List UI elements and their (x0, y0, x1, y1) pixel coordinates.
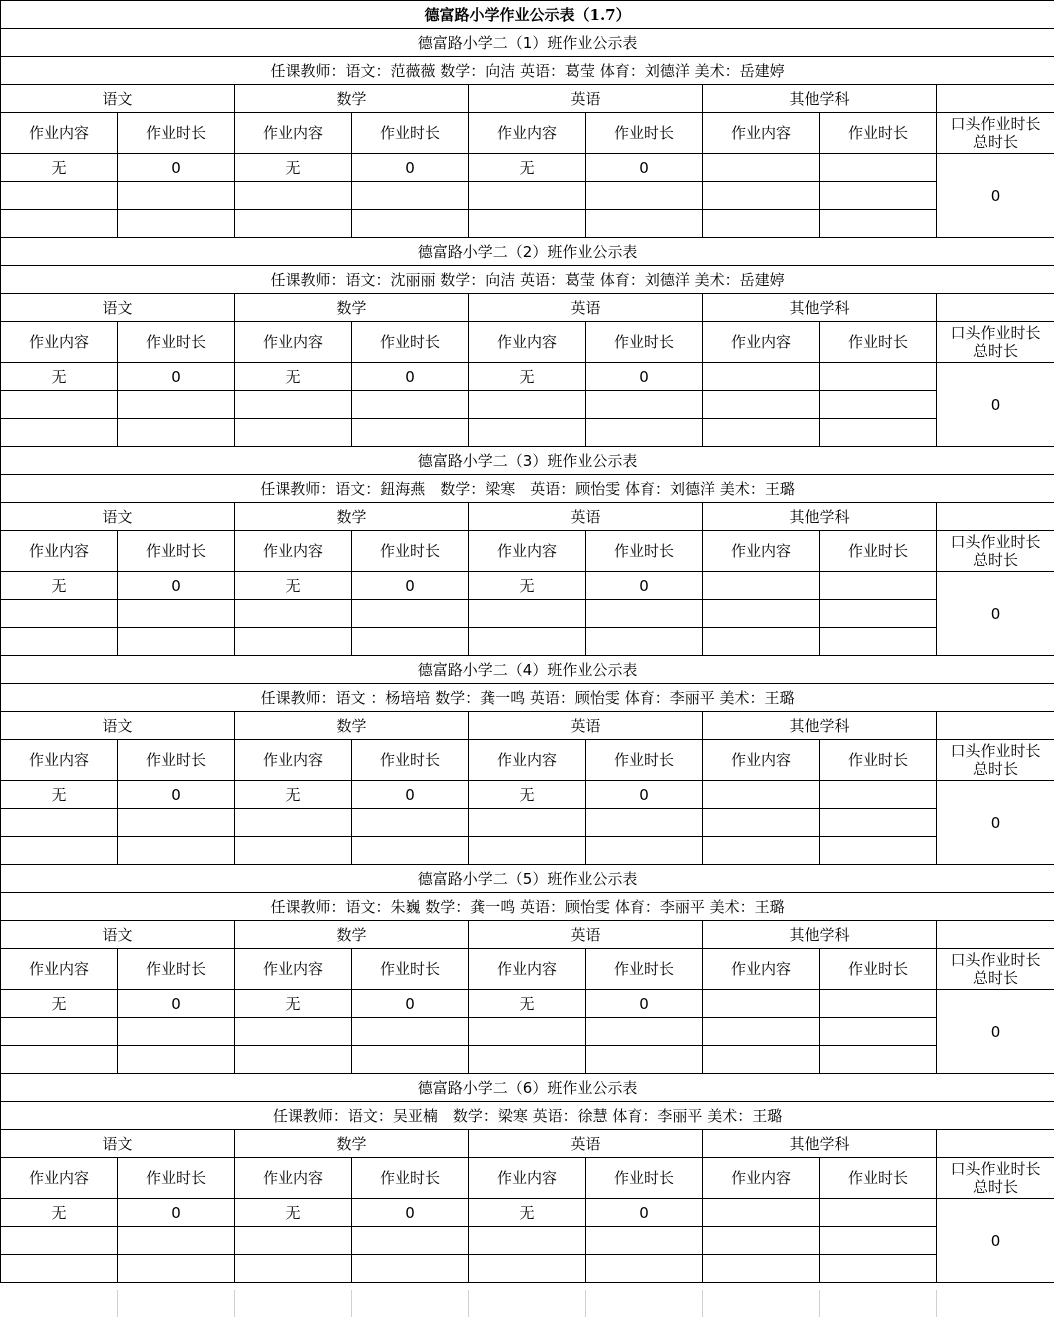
duration-cell (586, 1255, 703, 1283)
duration-cell (586, 1227, 703, 1255)
teachers-row (1, 893, 1054, 921)
content-cell (1, 419, 118, 447)
table-row (1, 572, 1054, 600)
content-cell (235, 628, 352, 656)
oral-total-value: 0 (937, 154, 1054, 238)
content-cell (469, 1046, 586, 1074)
oral-total-value: 0 (937, 1199, 1054, 1283)
content-cell (235, 419, 352, 447)
duration-cell (352, 210, 469, 238)
content-cell (469, 809, 586, 837)
content-cell (235, 391, 352, 419)
content-cell (1, 1227, 118, 1255)
subject-header: 其他学科 (703, 921, 937, 949)
content-cell: 无 (1, 781, 118, 809)
content-cell: 无 (1, 154, 118, 182)
duration-cell (118, 391, 235, 419)
table-row (1, 363, 1054, 391)
duration-cell (586, 809, 703, 837)
duration-cell (820, 1018, 937, 1046)
duration-column-header: 作业时长 (352, 113, 469, 154)
duration-cell (820, 628, 937, 656)
content-cell (469, 1018, 586, 1046)
duration-cell: 0 (118, 781, 235, 809)
class-header-row (1, 865, 1054, 893)
duration-cell (118, 1018, 235, 1046)
duration-column-header: 作业时长 (820, 531, 937, 572)
class-title: 德富路小学二（4）班作业公示表 (1, 656, 1054, 684)
duration-cell (118, 419, 235, 447)
oral-total-header: 口头作业时长 总时长 (937, 740, 1054, 781)
teachers-line: 任课教师：语文：鈕海燕 数学：梁寒 英语：顾怡雯 体育：刘德洋 美术：王璐 (1, 475, 1054, 503)
table-row (1, 600, 1054, 628)
duration-column-header: 作业时长 (352, 1158, 469, 1199)
subject-header: 数学 (235, 921, 469, 949)
content-column-header: 作业内容 (1, 1158, 118, 1199)
subject-header-blank (937, 85, 1054, 113)
column-header-row (1, 740, 1054, 781)
subject-header: 英语 (469, 921, 703, 949)
subject-header-blank (937, 1130, 1054, 1158)
subject-header: 其他学科 (703, 85, 937, 113)
duration-column-header: 作业时长 (352, 322, 469, 363)
content-cell: 无 (469, 1199, 586, 1227)
duration-column-header: 作业时长 (586, 949, 703, 990)
content-column-header: 作业内容 (469, 531, 586, 572)
table-row (1, 781, 1054, 809)
subject-header: 其他学科 (703, 503, 937, 531)
subject-row (1, 921, 1054, 949)
table-row (1, 809, 1054, 837)
content-column-header: 作业内容 (469, 949, 586, 990)
subject-row (1, 503, 1054, 531)
content-cell (469, 600, 586, 628)
duration-cell (820, 781, 937, 809)
duration-cell: 0 (118, 990, 235, 1018)
sheet-title: 德富路小学作业公示表（1.7） (1, 1, 1054, 29)
content-column-header: 作业内容 (1, 113, 118, 154)
content-cell (703, 391, 820, 419)
duration-cell (820, 990, 937, 1018)
duration-column-header: 作业时长 (352, 740, 469, 781)
duration-cell (586, 1046, 703, 1074)
subject-header: 英语 (469, 85, 703, 113)
duration-cell (586, 419, 703, 447)
class-header-row (1, 656, 1054, 684)
duration-cell (118, 182, 235, 210)
content-cell: 无 (1, 990, 118, 1018)
duration-cell (586, 628, 703, 656)
content-cell (1, 628, 118, 656)
oral-total-header: 口头作业时长 总时长 (937, 949, 1054, 990)
content-cell (703, 182, 820, 210)
content-column-header: 作业内容 (235, 531, 352, 572)
duration-column-header: 作业时长 (586, 531, 703, 572)
duration-cell (820, 600, 937, 628)
subject-header: 英语 (469, 294, 703, 322)
column-header-row (1, 113, 1054, 154)
duration-cell: 0 (352, 1199, 469, 1227)
duration-cell (820, 837, 937, 865)
content-column-header: 作业内容 (1, 949, 118, 990)
duration-cell (118, 837, 235, 865)
content-cell: 无 (235, 990, 352, 1018)
content-column-header: 作业内容 (469, 1158, 586, 1199)
duration-column-header: 作业时长 (118, 531, 235, 572)
subject-header: 数学 (235, 712, 469, 740)
content-column-header: 作业内容 (703, 531, 820, 572)
teachers-row (1, 475, 1054, 503)
content-cell: 无 (235, 1199, 352, 1227)
duration-cell: 0 (586, 990, 703, 1018)
content-cell: 无 (1, 572, 118, 600)
oral-total-value: 0 (937, 781, 1054, 865)
oral-total-header: 口头作业时长 总时长 (937, 1158, 1054, 1199)
content-cell (235, 1227, 352, 1255)
table-row (1, 990, 1054, 1018)
content-cell: 无 (235, 572, 352, 600)
table-row (1, 837, 1054, 865)
table-row (1, 1018, 1054, 1046)
content-column-header: 作业内容 (235, 322, 352, 363)
content-column-header: 作业内容 (1, 531, 118, 572)
duration-cell (352, 837, 469, 865)
duration-column-header: 作业时长 (118, 740, 235, 781)
duration-cell (820, 1255, 937, 1283)
duration-cell: 0 (118, 154, 235, 182)
content-cell: 无 (469, 990, 586, 1018)
duration-cell: 0 (352, 990, 469, 1018)
duration-column-header: 作业时长 (820, 322, 937, 363)
duration-cell (118, 600, 235, 628)
duration-cell (820, 419, 937, 447)
table-row (1, 1227, 1054, 1255)
duration-cell (352, 391, 469, 419)
duration-cell (820, 391, 937, 419)
subject-header: 其他学科 (703, 294, 937, 322)
duration-column-header: 作业时长 (586, 1158, 703, 1199)
duration-cell (118, 1227, 235, 1255)
sheet-tail-gridlines (0, 1290, 1054, 1317)
class-header-row (1, 447, 1054, 475)
class-title: 德富路小学二（2）班作业公示表 (1, 238, 1054, 266)
class-title: 德富路小学二（5）班作业公示表 (1, 865, 1054, 893)
content-cell (703, 1255, 820, 1283)
duration-column-header: 作业时长 (586, 322, 703, 363)
content-cell (235, 1018, 352, 1046)
duration-cell: 0 (118, 363, 235, 391)
content-cell (703, 572, 820, 600)
content-cell (703, 781, 820, 809)
subject-header-blank (937, 503, 1054, 531)
duration-cell: 0 (586, 154, 703, 182)
content-column-header: 作业内容 (703, 740, 820, 781)
content-cell: 无 (235, 154, 352, 182)
content-cell: 无 (469, 154, 586, 182)
content-cell (703, 837, 820, 865)
duration-cell (586, 837, 703, 865)
duration-cell (820, 1199, 937, 1227)
table-row (1, 210, 1054, 238)
content-cell: 无 (1, 1199, 118, 1227)
duration-cell (352, 1227, 469, 1255)
duration-cell (118, 1046, 235, 1074)
subject-header: 语文 (1, 921, 235, 949)
subject-header: 其他学科 (703, 1130, 937, 1158)
duration-cell: 0 (586, 572, 703, 600)
duration-column-header: 作业时长 (352, 531, 469, 572)
table-row (1, 628, 1054, 656)
duration-cell (586, 182, 703, 210)
content-cell (469, 182, 586, 210)
duration-cell (352, 182, 469, 210)
subject-header: 英语 (469, 503, 703, 531)
content-column-header: 作业内容 (235, 949, 352, 990)
content-cell (469, 1227, 586, 1255)
content-cell (1, 600, 118, 628)
table-row (1, 1255, 1054, 1283)
content-cell (1, 210, 118, 238)
duration-cell (352, 1018, 469, 1046)
content-cell (703, 210, 820, 238)
column-header-row (1, 1158, 1054, 1199)
duration-cell (820, 1227, 937, 1255)
duration-cell (118, 1255, 235, 1283)
duration-column-header: 作业时长 (586, 740, 703, 781)
content-column-header: 作业内容 (1, 322, 118, 363)
duration-column-header: 作业时长 (352, 949, 469, 990)
oral-total-value: 0 (937, 990, 1054, 1074)
duration-cell (586, 600, 703, 628)
teachers-line: 任课教师：语文：沈丽丽 数学：向洁 英语：葛莹 体育：刘德洋 美术：岳建婷 (1, 266, 1054, 294)
content-cell (235, 1046, 352, 1074)
content-cell (1, 182, 118, 210)
content-cell (469, 1255, 586, 1283)
subject-header: 语文 (1, 1130, 235, 1158)
content-cell: 无 (235, 363, 352, 391)
subject-header: 语文 (1, 294, 235, 322)
duration-cell: 0 (352, 154, 469, 182)
duration-cell: 0 (118, 1199, 235, 1227)
duration-cell: 0 (586, 1199, 703, 1227)
subject-row (1, 712, 1054, 740)
content-cell: 无 (469, 781, 586, 809)
content-cell (235, 182, 352, 210)
subject-header: 数学 (235, 503, 469, 531)
subject-header: 语文 (1, 85, 235, 113)
duration-cell: 0 (352, 363, 469, 391)
content-cell (469, 628, 586, 656)
content-column-header: 作业内容 (703, 949, 820, 990)
content-column-header: 作业内容 (469, 322, 586, 363)
duration-cell (118, 210, 235, 238)
content-cell (235, 210, 352, 238)
oral-total-header: 口头作业时长 总时长 (937, 322, 1054, 363)
content-cell (235, 600, 352, 628)
duration-cell (586, 210, 703, 238)
duration-cell (820, 154, 937, 182)
teachers-line: 任课教师：语文：吴亚楠 数学：梁寒 英语：徐慧 体育：李丽平 美术：王璐 (1, 1102, 1054, 1130)
content-cell (703, 154, 820, 182)
class-title: 德富路小学二（6）班作业公示表 (1, 1074, 1054, 1102)
subject-header: 数学 (235, 85, 469, 113)
subject-header: 数学 (235, 294, 469, 322)
class-header-row (1, 1074, 1054, 1102)
duration-cell (820, 210, 937, 238)
column-header-row (1, 531, 1054, 572)
content-cell (469, 391, 586, 419)
content-cell (703, 1199, 820, 1227)
content-cell (1, 809, 118, 837)
oral-total-header: 口头作业时长 总时长 (937, 531, 1054, 572)
class-header-row (1, 238, 1054, 266)
subject-header-blank (937, 921, 1054, 949)
content-cell (1, 391, 118, 419)
duration-cell (352, 419, 469, 447)
teachers-row (1, 684, 1054, 712)
class-header-row (1, 29, 1054, 57)
content-column-header: 作业内容 (235, 1158, 352, 1199)
duration-cell (820, 572, 937, 600)
content-cell (469, 210, 586, 238)
duration-column-header: 作业时长 (820, 949, 937, 990)
content-cell: 无 (469, 572, 586, 600)
duration-cell (118, 628, 235, 656)
content-column-header: 作业内容 (703, 1158, 820, 1199)
content-column-header: 作业内容 (1, 740, 118, 781)
duration-cell (820, 1046, 937, 1074)
duration-column-header: 作业时长 (820, 113, 937, 154)
content-cell (469, 837, 586, 865)
duration-cell (352, 1046, 469, 1074)
duration-column-header: 作业时长 (586, 113, 703, 154)
content-column-header: 作业内容 (703, 113, 820, 154)
oral-total-value: 0 (937, 363, 1054, 447)
teachers-row (1, 266, 1054, 294)
teachers-line: 任课教师：语文：朱巍 数学：龚一鸣 英语：顾怡雯 体育：李丽平 美术：王璐 (1, 893, 1054, 921)
subject-header: 英语 (469, 712, 703, 740)
duration-cell: 0 (352, 781, 469, 809)
duration-cell: 0 (586, 781, 703, 809)
duration-cell (586, 391, 703, 419)
class-title: 德富路小学二（3）班作业公示表 (1, 447, 1054, 475)
duration-cell (352, 1255, 469, 1283)
duration-cell (118, 809, 235, 837)
table-row (1, 419, 1054, 447)
subject-header: 英语 (469, 1130, 703, 1158)
subject-header: 语文 (1, 712, 235, 740)
content-cell (1, 1255, 118, 1283)
content-cell (1, 1046, 118, 1074)
duration-cell (586, 1018, 703, 1046)
duration-cell (352, 628, 469, 656)
content-cell: 无 (235, 781, 352, 809)
content-cell (703, 1046, 820, 1074)
content-cell: 无 (1, 363, 118, 391)
content-cell (703, 809, 820, 837)
table-row (1, 1199, 1054, 1227)
content-cell (703, 1227, 820, 1255)
oral-total-header: 口头作业时长 总时长 (937, 113, 1054, 154)
teachers-row (1, 1102, 1054, 1130)
content-cell (235, 809, 352, 837)
duration-cell (820, 182, 937, 210)
subject-row (1, 294, 1054, 322)
table-row (1, 182, 1054, 210)
duration-column-header: 作业时长 (820, 740, 937, 781)
teachers-line: 任课教师：语文：范薇薇 数学：向洁 英语：葛莹 体育：刘德洋 美术：岳建婷 (1, 57, 1054, 85)
duration-cell: 0 (118, 572, 235, 600)
content-cell (703, 1018, 820, 1046)
content-cell (703, 990, 820, 1018)
teachers-line: 任课教师：语文 ：杨培培 数学：龚一鸣 英语：顾怡雯 体育：李丽平 美术：王璐 (1, 684, 1054, 712)
duration-cell (352, 600, 469, 628)
content-cell (703, 600, 820, 628)
subject-header-blank (937, 712, 1054, 740)
duration-column-header: 作业时长 (118, 113, 235, 154)
duration-cell: 0 (352, 572, 469, 600)
duration-column-header: 作业时长 (118, 1158, 235, 1199)
table-row (1, 1046, 1054, 1074)
content-column-header: 作业内容 (703, 322, 820, 363)
table-row (1, 154, 1054, 182)
content-column-header: 作业内容 (235, 740, 352, 781)
duration-cell (820, 809, 937, 837)
subject-row (1, 85, 1054, 113)
duration-cell (352, 809, 469, 837)
subject-header: 数学 (235, 1130, 469, 1158)
content-column-header: 作业内容 (469, 740, 586, 781)
column-header-row (1, 322, 1054, 363)
subject-header: 其他学科 (703, 712, 937, 740)
content-cell (703, 628, 820, 656)
duration-cell (820, 363, 937, 391)
content-cell (235, 837, 352, 865)
content-cell (1, 837, 118, 865)
subject-header-blank (937, 294, 1054, 322)
duration-column-header: 作业时长 (118, 322, 235, 363)
duration-column-header: 作业时长 (118, 949, 235, 990)
duration-cell: 0 (586, 363, 703, 391)
subject-row (1, 1130, 1054, 1158)
subject-header: 语文 (1, 503, 235, 531)
oral-total-value: 0 (937, 572, 1054, 656)
content-column-header: 作业内容 (235, 113, 352, 154)
content-cell (1, 1018, 118, 1046)
content-cell: 无 (469, 363, 586, 391)
duration-column-header: 作业时长 (820, 1158, 937, 1199)
teachers-row (1, 57, 1054, 85)
content-cell (703, 419, 820, 447)
class-title: 德富路小学二（1）班作业公示表 (1, 29, 1054, 57)
content-cell (469, 419, 586, 447)
column-header-row (1, 949, 1054, 990)
table-row (1, 391, 1054, 419)
content-cell (235, 1255, 352, 1283)
content-column-header: 作业内容 (469, 113, 586, 154)
content-cell (703, 363, 820, 391)
